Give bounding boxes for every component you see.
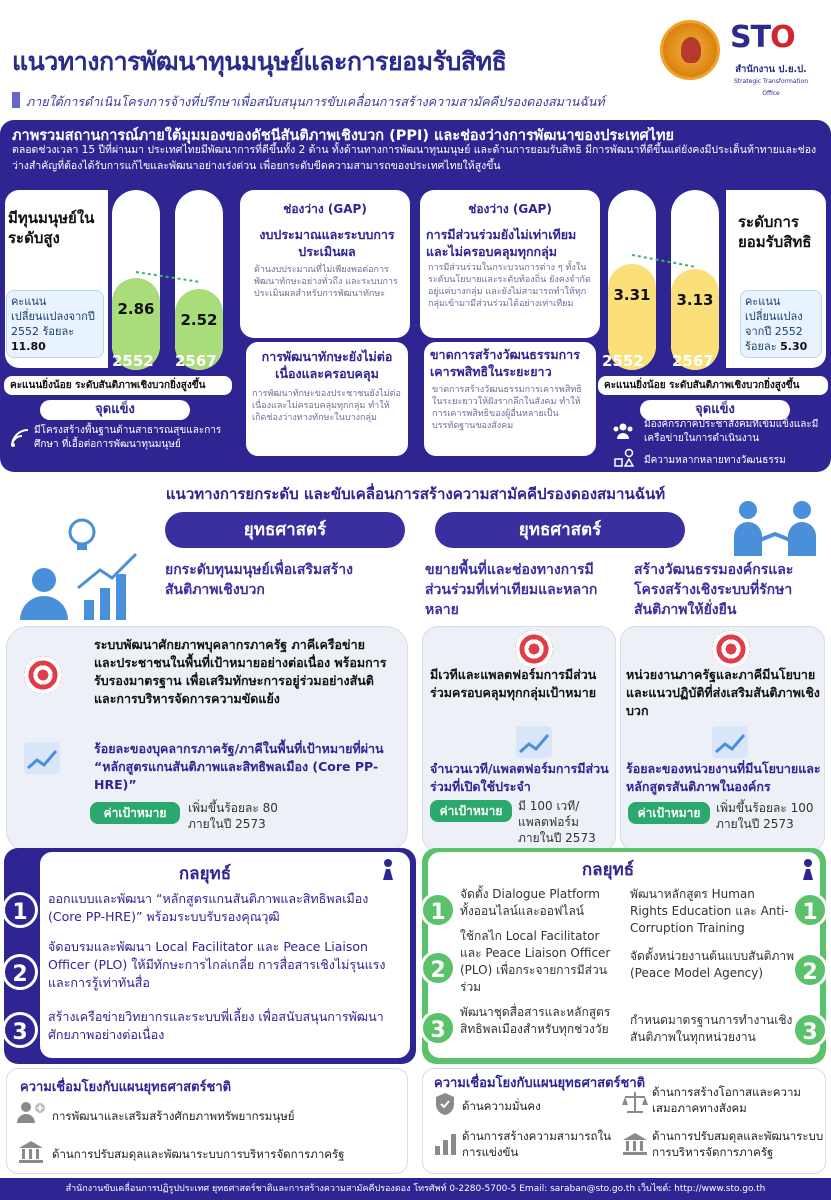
strategy-goal-2: ขยายพื้นที่และช่องทางการมีส่วนร่วมที่เท่าเทียมและหลากหลาย <box>425 562 598 618</box>
kpi1-target: เพิ่มขึ้นร้อยละ 80 ภายในปี 2573 <box>188 801 278 831</box>
tactic-right-b-2: จัดตั้งหน่วยงานต้นแบบสันติภาพ (Peace Model Agency) <box>630 949 795 980</box>
sto-name: สำนักงาน ป.ย.ป. Strategic Transformation Office <box>726 64 816 100</box>
link-right-3: ด้านการสร้างโอกาสและความเสมอภาคทางสังคม <box>652 1085 802 1115</box>
university-seal-logo <box>660 20 720 80</box>
sto-name-en: Strategic Transformation Office <box>733 78 809 97</box>
page-title: แนวทางการพัฒนาทุนมนุษย์และการยอมรับสิทธิ <box>12 47 507 76</box>
link-right-1: ด้านความมั่นคง <box>462 1099 541 1113</box>
kpi2-target-label: ค่าเป้าหมาย <box>430 800 512 822</box>
tactic-right-a-num-3: 3 <box>420 1010 456 1046</box>
bar-value-2552-right: 3.31 <box>613 286 651 304</box>
kpi3-indicator: ร้อยละของหน่วยงานที่มีนโยบายและหลักสูตรสันติภาพในองค์กร <box>626 761 821 794</box>
person-add-icon <box>16 1100 46 1128</box>
right-score-note: คะแนนยิ่งน้อย ระดับสันติภาพเชิงบวกยิ่งสูงขึ้น <box>598 376 828 395</box>
government-building-icon <box>18 1140 44 1168</box>
tactic-right-a-3: พัฒนาชุดสื่อสารและหลักสูตรสิทธิพลเมืองสำหรับทุกช่วงวัย <box>460 1005 611 1036</box>
bar-value-2567-left: 2.52 <box>180 311 218 329</box>
target-dart-icon <box>712 630 750 668</box>
tactics-left-head: กลยุทธ์ <box>178 864 232 884</box>
tactics-right-head: กลยุทธ์ <box>581 860 635 880</box>
handshake-icon <box>730 496 820 570</box>
tactic-left-2: จัดอบรมและพัฒนา Local Facilitator และ Peace Liaison Officer (PLO) ให้มีทักษะการไกล่เกลี่ย การสื่อสารเชิงไม่รุนแรง และการรู้เท่าทันสื่อ <box>48 939 386 990</box>
tactic-right-b-1: พัฒนาหลักสูตร Human Rights Education และ Anti-Corruption Training <box>630 887 789 935</box>
link-right-4: ด้านการปรับสมดุลและพัฒนาระบบการบริหารจัดการภาครัฐ <box>652 1129 824 1159</box>
shapes-diversity-icon <box>614 448 634 472</box>
page-subtitle: ภายใต้การดำเนินโครงการจ้างที่ปรึกษาเพื่อสนับสนุนการขับเคลื่อนการสร้างความสามัคคีปรองดองสมานฉันท์ <box>12 92 605 112</box>
human-capital-label: มีทุนมนุษย์ในระดับสูง <box>8 209 95 247</box>
gap-right-body1: การมีส่วนร่วมในกระบวนการต่าง ๆ ทั้งในระดับนโยบายและระดับท้องถิ่น ยังคงจำกัดอยู่แค่บางกลุ่ม และยังไม่สามารถทำให้ทุกกลุ่มเข้ามามีส่วนร่วมได้อย่างเท่าเทียม <box>428 263 591 309</box>
tactic-left-1: ออกแบบและพัฒนา “หลักสูตรแกนสันติภาพและสิทธิพลเมือง (Core PP-HRE)” พร้อมระบบรับรองคุณวุฒิ <box>48 891 369 924</box>
growth-chart-icon <box>24 742 60 774</box>
rights-change: คะแนนเปลี่ยนแปลงจากปี 2552 ร้อยละ 5.30 <box>740 290 822 358</box>
kpi3-target: เพิ่มขึ้นร้อยละ 100 ภายในปี 2573 <box>716 801 814 831</box>
growth-chart-icon <box>516 726 552 758</box>
sto-logo: STO <box>730 20 795 55</box>
kpi1-target-label: ค่าเป้าหมาย <box>90 802 180 824</box>
gap-left-head2: การพัฒนาทักษะยังไม่ต่อเนื่องและครอบคลุม <box>261 349 393 381</box>
strategy-goal-1: ยกระดับทุนมนุษย์เพื่อเสริมสร้างสันติภาพเชิงบวก <box>165 562 353 598</box>
idea-growth-icon <box>14 510 144 626</box>
kpi1-objective: ระบบพัฒนาศักยภาพบุคลากรภาครัฐ ภาคีเครือข่าย และประชาชนในพื้นที่เป้าหมายอย่างต่อเนื่อง พร้อมการรับรองมาตรฐาน เพื่อเสริมทักษะการอยู่ร่วมอย่างสันติและการบริหารจัดการความขัดแย้ง <box>94 637 387 706</box>
target-dart-icon <box>24 656 62 694</box>
gap-right-head2: ขาดการสร้างวัฒนธรรมการเคารพสิทธิในระยะยาว <box>430 347 580 379</box>
left-strength-label: จุดแข็ง <box>40 400 190 420</box>
strategy-goal-3: สร้างวัฒนธรรมองค์กรและโครงสร้างเชิงระบบที่รักษาสันติภาพให้ยั่งยืน <box>634 562 794 618</box>
kpi2-indicator: จำนวนเวที/แพลตฟอร์มการมีส่วนร่วมที่เปิดใช้ประจำ <box>430 761 609 794</box>
tactic-right-a-num-2: 2 <box>420 950 456 986</box>
left-score-note: คะแนนยิ่งน้อย ระดับสันติภาพเชิงบวกยิ่งสูงขึ้น <box>4 376 232 395</box>
wifi-icon <box>10 428 30 452</box>
bar-chart-icon <box>434 1132 458 1160</box>
right-strength-item-2: มีความหลากหลายทางวัฒนธรรม <box>644 455 786 466</box>
kpi2-target: มี 100 เวที/แพลตฟอร์ม ภายในปี 2573 <box>518 799 596 845</box>
kpi2-objective: มีเวทีและแพลตฟอร์มการมีส่วนร่วมครอบคลุมทุกกลุ่มเป้าหมาย <box>430 667 597 700</box>
gap-tag-left: ช่องว่าง (GAP) <box>283 202 367 216</box>
gap-right-head1: การมีส่วนร่วมยังไม่เท่าเทียมและไม่ครอบคลุมทุกกลุ่ม <box>426 227 577 259</box>
chess-pawn-icon <box>380 858 396 886</box>
link-left-2: ด้านการปรับสมดุลและพัฒนาระบบการบริหารจัดการภาครัฐ <box>52 1147 345 1161</box>
gap-left-body2: การพัฒนาทักษะของประชาชนยังไม่ต่อเนื่องและไม่ครอบคลุมทุกกลุ่ม ทำให้เกิดช่องว่างทางทักษะในบางกลุ่ม <box>252 389 401 423</box>
year-2552-right: 2552 <box>602 352 644 370</box>
tactic-right-b-num-3: 3 <box>792 1012 828 1048</box>
tactic-right-a-num-1: 1 <box>420 892 456 928</box>
chess-pawn-icon <box>800 858 816 886</box>
bar-value-2567-right: 3.13 <box>676 291 714 309</box>
people-group-icon <box>612 422 634 444</box>
year-2567-right: 2567 <box>672 352 714 370</box>
left-strength-text: มีโครงสร้างพื้นฐานด้านสาธารณสุขและการศึกษา ที่เอื้อต่อการพัฒนาทุนมนุษย์ <box>34 425 222 450</box>
human-capital-change: คะแนนเปลี่ยนแปลงจากปี 2552 ร้อยละ 11.80 <box>6 290 104 358</box>
kpi1-indicator: ร้อยละของบุคลากรภาครัฐ/ภาคีในพื้นที่เป้าหมายที่ผ่าน “หลักสูตรแกนสันติภาพและสิทธิพลเมือง (Core PP-HRE)” <box>94 741 384 792</box>
overview-title: ภาพรวมสถานการณ์ภายใต้มุมมองของดัชนีสันติภาพเชิงบวก (PPI) และช่องว่างการพัฒนาของประเทศไทย <box>12 128 675 144</box>
footer-contact: สำนักงานขับเคลื่อนการปฏิรูปประเทศ ยุทธศาสตร์ชาติและการสร้างความสามัคคีปรองดอง โทรศัพท์ 0-2280-5700-5 Email: saraban@sto.go.th เว็บไซต์: http://www.sto.go.th <box>0 1178 831 1200</box>
strategy-pill-left: ยุทธศาสตร์ <box>165 512 405 548</box>
target-dart-icon <box>515 630 553 668</box>
year-2552-left: 2552 <box>112 352 154 370</box>
tactic-right-b-num-1: 1 <box>792 892 828 928</box>
tactic-left-3: สร้างเครือข่ายวิทยากรและระบบพี่เลี้ยง เพื่อสนับสนุนการพัฒนาศักยภาพอย่างต่อเนื่อง <box>48 1009 384 1042</box>
gap-tag-right: ช่องว่าง (GAP) <box>468 202 552 216</box>
tactic-right-a-2: ใช้กลไก Local Facilitator และ Peace Liaison Officer (PLO) เพื่อกระจายการมีส่วนร่วม <box>460 929 611 994</box>
gap-left-body1: ด้านงบประมาณที่ไม่เพียงพอต่อการพัฒนาทักษะอย่างทั่วถึง และระบบการประเมินผลสำหรับการพัฒนาทักษะ <box>254 265 398 299</box>
tactic-right-b-num-2: 2 <box>792 952 828 988</box>
link-right-2: ด้านการสร้างความสามารถในการแข่งขัน <box>462 1129 611 1159</box>
right-strength-item-1: มีองค์กรภาคประชาสังคมที่เข้มแข็งและมีเครือข่ายในการดำเนินงาน <box>644 419 819 444</box>
trend-line-right <box>608 245 720 285</box>
tactic-right-a-1: จัดตั้ง Dialogue Platform ทั้งออนไลน์และออฟไลน์ <box>460 887 600 918</box>
gap-right-body2: ขาดการสร้างวัฒนธรรมการเคารพสิทธิในระยะยาวให้ฝังรากลึกในสังคม ทำให้การเคารพสิทธิของผู้อื่นหลายเป็นบรรทัดฐานของสังคม <box>432 385 582 431</box>
gap-left-head1: งบประมาณและระบบการประเมินผล <box>259 227 395 259</box>
overview-text: ตลอดช่วงเวลา 15 ปีที่ผ่านมา ประเทศไทยมีพัฒนาการที่ดีขึ้นทั้ง 2 ด้าน ทั้งด้านทางการพัฒนาทุนมนุษย์ และด้านการยอมรับสิทธิ มีการพัฒนาที่ดีขึ้นแต่ยังคงมีประเด็นท้าทายและช่องว่างสำคัญที่ต้องได้รับการแก้ไขและพัฒนาอย่างเร่งด่วน เพื่อยกระดับขีดความสามารถของประเทศไทยให้สูงขึ้น <box>12 144 817 172</box>
trend-line-left <box>112 260 224 300</box>
link-left-1: การพัฒนาและเสริมสร้างศักยภาพทรัพยากรมนุษย์ <box>52 1109 295 1123</box>
rights-label: ระดับการยอมรับสิทธิ <box>738 213 812 251</box>
year-2567-left: 2567 <box>175 352 217 370</box>
growth-chart-icon <box>712 726 748 758</box>
kpi3-target-label: ค่าเป้าหมาย <box>628 802 710 824</box>
tactic-left-num-1: 1 <box>2 892 38 928</box>
tactic-right-b-3: กำหนดมาตรฐานการทำงานเชิงสันติภาพในทุกหน่วยงาน <box>630 1013 793 1044</box>
right-strength-label: จุดแข็ง <box>640 400 790 420</box>
shield-check-icon <box>434 1092 456 1120</box>
bar-value-2552-left: 2.86 <box>117 300 155 318</box>
links-left-head: ความเชื่อมโยงกับแผนยุทธศาสตร์ชาติ <box>20 1080 232 1095</box>
balance-scale-icon <box>622 1090 648 1118</box>
strategy-pill-right: ยุทธศาสตร์ <box>435 512 685 548</box>
tactic-left-num-3: 3 <box>2 1012 38 1048</box>
tactic-left-num-2: 2 <box>2 954 38 990</box>
government-building-icon <box>622 1132 648 1160</box>
kpi3-objective: หน่วยงานภาครัฐและภาคีมีนโยบายและแนวปฏิบัติที่ส่งเสริมสันติภาพเชิงบวก <box>626 667 820 718</box>
links-right-head: ความเชื่อมโยงกับแผนยุทธศาสตร์ชาติ <box>434 1076 646 1091</box>
approach-title: แนวทางการยกระดับ และขับเคลื่อนการสร้างความสามัคคีปรองดองสมานฉันท์ <box>165 485 666 503</box>
